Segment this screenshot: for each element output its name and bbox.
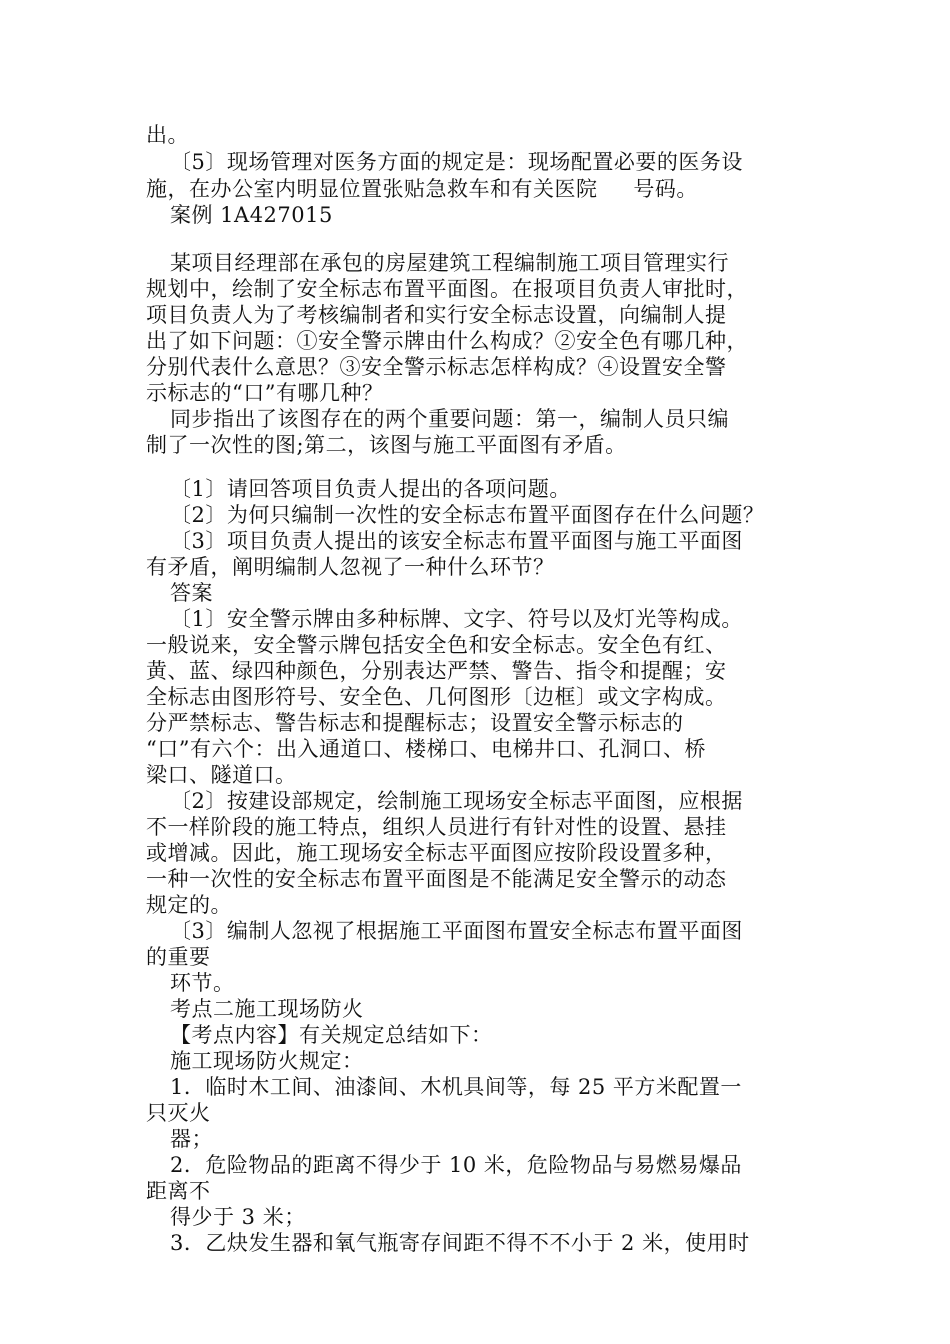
answer-line: 梁口、隧道口。: [146, 763, 297, 787]
question-line: 〔1〕请回答项目负责人提出的各项问题。: [170, 477, 571, 501]
answer-line: 〔3〕编制人忽视了根据施工平面图布置安全标志布置平面图: [170, 919, 743, 943]
rule-line: 只灭火: [146, 1101, 211, 1125]
rule-line: 距离不: [146, 1179, 211, 1203]
answer-line: 或增减。因此，施工现场安全标志平面图应按阶段设置多种，: [146, 841, 727, 865]
question-line: 〔2〕为何只编制一次性的安全标志布置平面图存在什么问题？: [170, 503, 765, 527]
rule-line: 器；: [170, 1127, 213, 1151]
question-line: 〔3〕项目负责人提出的该安全标志布置平面图与施工平面图: [170, 529, 743, 553]
rule-line: 3．乙炔发生器和氧气瓶寄存间距不得不不小于 2 米，使用时: [170, 1231, 750, 1255]
rule-line: 2．危险物品的距离不得少于 10 米，危险物品与易燃易爆品: [170, 1153, 742, 1177]
rule-line: 得少于 3 米；: [170, 1205, 306, 1229]
text-line: 出了如下问题：①安全警示牌由什么构成？②安全色有哪几种，: [146, 329, 748, 353]
answer-heading: 答案: [170, 581, 213, 605]
text-line: 分别代表什么意思？③安全警示标志怎样构成？④设置安全警: [146, 355, 727, 379]
case-heading: 案例 1A427015: [170, 203, 333, 227]
answer-line: 〔2〕按建设部规定，绘制施工现场安全标志平面图，应根据: [170, 789, 743, 813]
answer-line: 一种一次性的安全标志布置平面图是不能满足安全警示的动态: [146, 867, 727, 891]
rule-line: 1．临时木工间、油漆间、木机具间等，每 25 平方米配置一: [170, 1075, 742, 1099]
text-line: 某项目经理部在承包的房屋建筑工程编制施工项目管理实行: [170, 251, 729, 275]
answer-line: 黄、蓝、绿四种颜色，分别表达严禁、警告、指令和提醒；安: [146, 659, 727, 683]
text-line: 出。: [146, 123, 189, 147]
answer-line: 不一样阶段的施工特点，组织人员进行有针对性的设置、悬挂: [146, 815, 727, 839]
text-line: 同步指出了该图存在的两个重要问题：第一，编制人员只编: [170, 407, 729, 431]
text-line: 项目负责人为了考核编制者和实行安全标志设置，向编制人提: [146, 303, 727, 327]
answer-line: 环节。: [170, 971, 235, 995]
answer-line: 一般说来，安全警示牌包括安全色和安全标志。安全色有红、: [146, 633, 727, 657]
answer-line: 分严禁标志、警告标志和提醒标志；设置安全警示标志的: [146, 711, 684, 735]
text-line: 规划中，绘制了安全标志布置平面图。在报项目负责人审批时，: [146, 277, 748, 301]
question-line: 有矛盾，阐明编制人忽视了一种什么环节？: [146, 555, 555, 579]
answer-line: 规定的。: [146, 893, 232, 917]
section-heading: 考点二施工现场防火: [170, 997, 364, 1021]
text-line: 施，在办公室内明显位置张贴急救车和有关医院 号码。: [146, 177, 698, 201]
answer-line: “口”有六个：出入通道口、楼梯口、电梯井口、孔洞口、桥: [146, 737, 706, 761]
text-line: 示标志的“口”有哪几种？: [146, 381, 384, 405]
answer-line: 〔1〕安全警示牌由多种标牌、文字、符号以及灯光等构成。: [170, 607, 743, 631]
text-line: 制了一次性的图;第二，该图与施工平面图有矛盾。: [146, 433, 627, 457]
text-line: 【考点内容】有关规定总结如下：: [170, 1023, 493, 1047]
text-line: 〔5〕现场管理对医务方面的规定是：现场配置必要的医务设: [170, 150, 743, 174]
text-line: 施工现场防火规定：: [170, 1049, 364, 1073]
answer-line: 全标志由图形符号、安全色、几何图形〔边框〕或文字构成。: [146, 685, 727, 709]
answer-line: 的重要: [146, 945, 211, 969]
